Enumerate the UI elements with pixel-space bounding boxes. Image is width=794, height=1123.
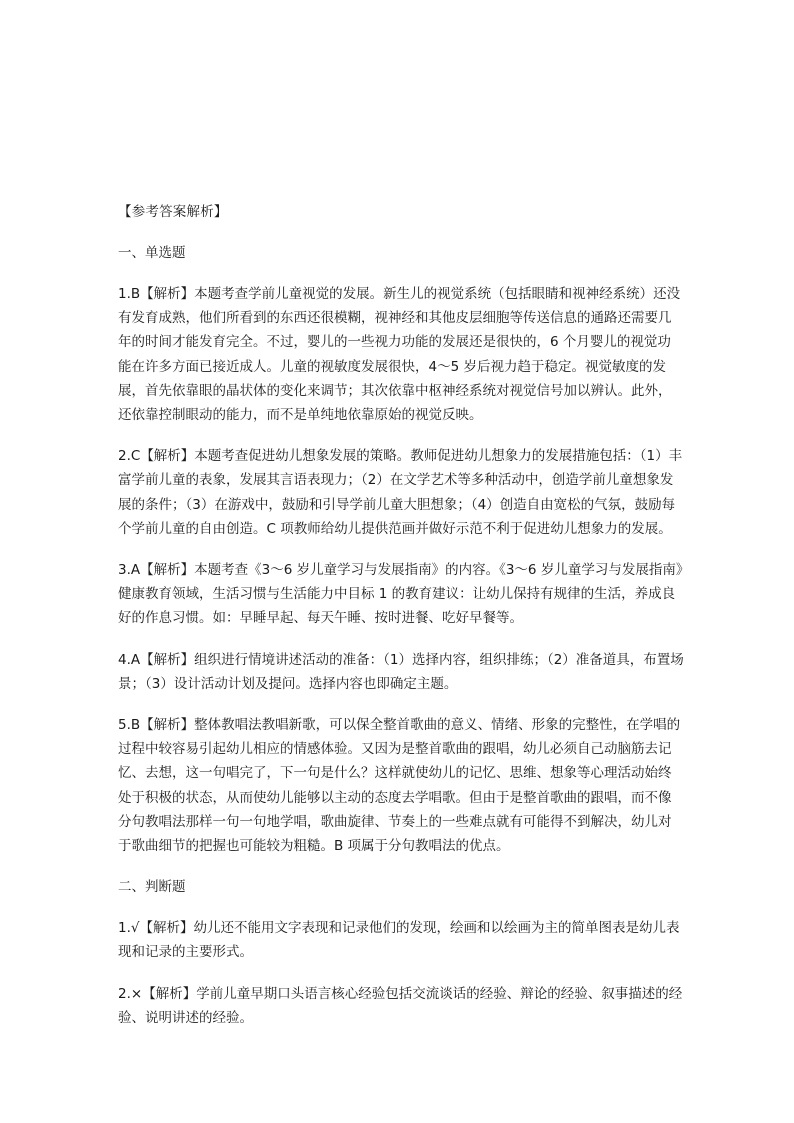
section-heading-single-choice: 一、单选题 — [118, 245, 186, 261]
answer-item — [118, 558, 684, 631]
answer-label: 1.B — [118, 286, 141, 302]
answer-text: 【解析】整体教唱法教唱新歌，可以保全整首歌曲的意义、情绪、形象的完整性，在学唱的过程中较容易引起幼儿相应的情感体验。又因为是整首歌曲的跟唱，幼儿必须自己动脑筋去记忆、去想，这一句唱完了，下一句是什么？这样就使幼儿的记忆、思维、想象等心理活动始终处于积极的状态，从而使幼儿能够以主动的态度去学唱歌。但由于是整首歌曲的跟唱，而不像分句教唱法那样一句一句地学唱，歌曲旋律、节奏上的一些难点就有可能得不到解决，幼儿对于歌曲细节的把握也可能较为粗糙。B 项属于分句教唱法的优点。 — [118, 717, 681, 855]
document-title: 【参考答案解析】 — [118, 204, 228, 220]
section-heading-true-false: 二、判断题 — [118, 879, 186, 896]
answer-label: 4.A — [118, 651, 141, 668]
answer-label: 5.B — [118, 717, 141, 734]
answer-text: 【解析】本题考查促进幼儿想象发展的策略。教师促进幼儿想象力的发展措施包括：（1）丰富学前儿童的表象，发展其言语表现力；（2）在文学艺术等多种活动中，创造学前儿童想象发展的条件；（3）在游戏中，鼓励和引导学前儿童大胆想象；（4）创造自由宽松的气氛，鼓励每个学前儿童的自由创造。C 项教师给幼儿提供范画并做好示范不利于促进幼儿想象力的发展。 — [118, 448, 683, 537]
answer-label: 2.C — [118, 448, 141, 465]
answer-text: 【解析】学前儿童早期口头语言核心经验包括交流谈话的经验、辩论的经验、叙事描述的经验、说明讲述的经验。 — [118, 985, 683, 1026]
answer-label: 2.× — [118, 985, 143, 1002]
answer-label: 3.A — [118, 562, 141, 579]
answer-text: 【解析】组织进行情境讲述活动的准备：（1）选择内容，组织排练；（2）准备道具，布置场景；（3）设计活动计划及提问。选择内容也即确定主题。 — [118, 651, 684, 692]
answer-item — [118, 648, 684, 696]
answer-text: 【解析】本题考查《3～6 岁儿童学习与发展指南》的内容。《3～6 岁儿童学习与发展指南》健康教育领域，生活习惯与生活能力中目标 1 的教育建议：让幼儿保持有规律的生活，养成良好的作息习惯。如：早睡早起、每天午睡、按时进餐、吃好早餐等。 — [118, 562, 683, 627]
answer-item — [118, 444, 684, 541]
answer-item — [118, 713, 684, 858]
document-content — [118, 200, 684, 1047]
answer-text: 【解析】本题考查学前儿童视觉的发展。新生儿的视觉系统（包括眼睛和视神经系统）还没有发育成熟，他们所看到的东西还很模糊，视神经和其他皮层细胞等传送信息的通路还需要几年的时间才能发育完全。不过，婴儿的一些视力功能的发展还是很快的，6 个月婴儿的视觉功能在许多方面已接近成人。儿童的视敏度发展很快，4～5 岁后视力趋于稳定。视觉敏度的发展，首先依靠眼的晶状体的变化来调节；其次依靠中枢神经系统对视觉信号加以辨认。此外，还依靠控制眼动的能力，而不是单纯地依靠原始的视觉反映。 — [118, 286, 681, 424]
answer-item — [118, 282, 684, 427]
answer-text: 【解析】幼儿还不能用文字表现和记录他们的发现，绘画和以绘画为主的简单图表是幼儿表现和记录的主要形式。 — [118, 920, 680, 961]
answer-label: 1.√ — [118, 920, 140, 937]
answer-item — [118, 916, 684, 964]
answer-item — [118, 982, 684, 1030]
